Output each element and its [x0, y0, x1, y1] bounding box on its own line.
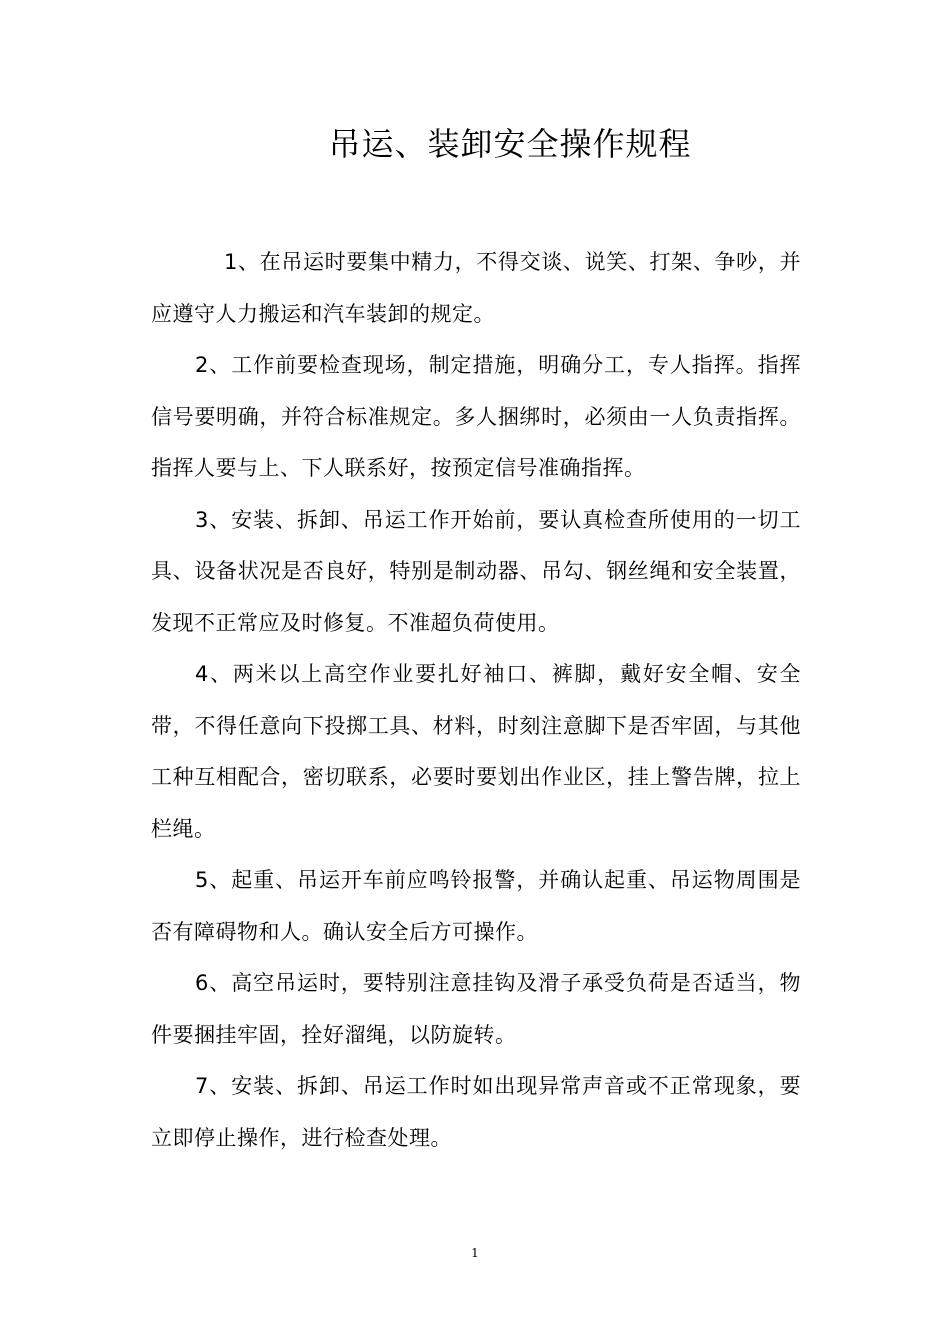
paragraph-6: 6、高空吊运时，要特别注意挂钩及滑子承受负荷是否适当，物件要捆挂牢固，拴好溜绳，以防旋转。 — [151, 971, 801, 1047]
document-body — [151, 237, 801, 1164]
paragraph-1: 1、在吊运时要集中精力，不得交谈、说笑、打架、争吵，并应遵守人力搬运和汽车装卸的规定。 — [151, 250, 801, 326]
paragraph-7: 7、安装、拆卸、吊运工作时如出现异常声音或不正常现象，要立即停止操作，进行检查处理。 — [151, 1074, 801, 1150]
document-title: 吊运、装卸安全操作规程 — [328, 125, 692, 163]
paragraph-2: 2、工作前要检查现场，制定措施，明确分工，专人指挥。指挥信号要明确，并符合标准规定。多人捆绑时，必须由一人负责指挥。指挥人要与上、下人联系好，按预定信号准确指挥。 — [151, 353, 801, 480]
paragraph-5: 5、起重、吊运开车前应鸣铃报警，并确认起重、吊运物周围是否有障碍物和人。确认安全后方可操作。 — [151, 868, 801, 944]
page-number: 1 — [471, 1246, 479, 1260]
paragraph-3: 3、安装、拆卸、吊运工作开始前，要认真检查所使用的一切工具、设备状况是否良好，特别是制动器、吊勾、钢丝绳和安全装置，发现不正常应及时修复。不准超负荷使用。 — [151, 507, 801, 635]
paragraph-4: 4、两米以上高空作业要扎好袖口、裤脚，戴好安全帽、安全带，不得任意向下投掷工具、材料，时刻注意脚下是否牢固，与其他工种互相配合，密切联系，必要时要划出作业区，挂上警告牌，拉上栏绳。 — [151, 662, 801, 841]
